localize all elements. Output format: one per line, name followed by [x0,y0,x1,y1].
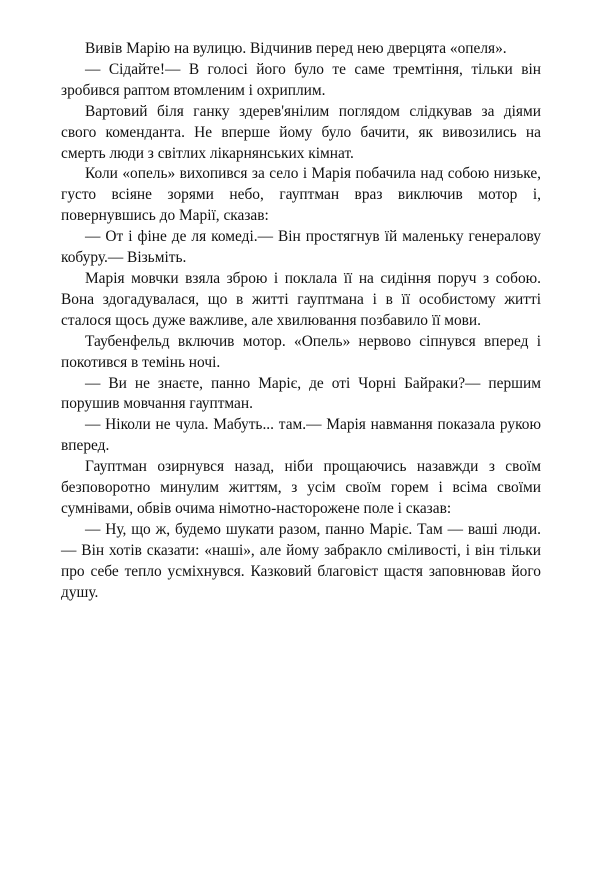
paragraph-5: — От і фіне де ля комеді.— Він простягнув їй маленьку генералову кобуру.— Візьміть. [61,228,541,267]
paragraph-3: Вартовий біля ганку здерев'янілим поглядом слідкував за діями свого коменданта. Не вперше йому було бачити, як вивозились на смерть люди з світлих лікарнянських кімнат. [61,102,541,162]
paragraph-8: — Ви не знаєте, панно Маріє, де оті Чорні Байраки?— першим порушив мовчання гауптман. [61,374,541,413]
paragraph-10: Гауптман озирнувся назад, ніби прощаючись назавжди з своїм безповоротно минулим життям, з усім своїм горем і всіма своїми сумнівами, обвів очима німотно-насторожене поле і сказав: [61,458,541,517]
paragraph-9: — Ніколи не чула. Мабуть... там.— Марія навмання показала рукою вперед. [61,416,541,455]
paragraph-2: — Сідайте!— В голосі його було те саме тремтіння, тільки він зробився раптом втомленим і охриплим. [61,60,541,99]
paragraph-1: Вивів Марію на вулицю. Відчинив перед нею дверцята «опеля». [85,40,507,57]
paragraph-7: Таубенфельд включив мотор. «Опель» нервово сіпнувся вперед і покотився в темінь ночі. [61,332,541,371]
paragraph-4: Коли «опель» вихопився за село і Марія побачила над собою низьке, густо всіяне зорями небо, гауптман враз виключив мотор і, повернувшись до Марії, сказав: [61,165,541,225]
paragraph-6: Марія мовчки взяла зброю і поклала її на сидіння поруч з собою. Вона здогадувалася, що в житті гауптмана і в її особистому житті сталося щось дуже важливе, але хвилювання позбавило її мови. [61,269,541,329]
paragraph-11: — Ну, що ж, будемо шукати разом, панно Маріє. Там — ваші люди.— Він хотів сказати: «наші», але йому забракло сміливості, і він тільки про себе тепло усміхнувся. Казковий благовіст щастя заповнював його душу. [61,520,541,601]
book-page-text [61,39,541,603]
